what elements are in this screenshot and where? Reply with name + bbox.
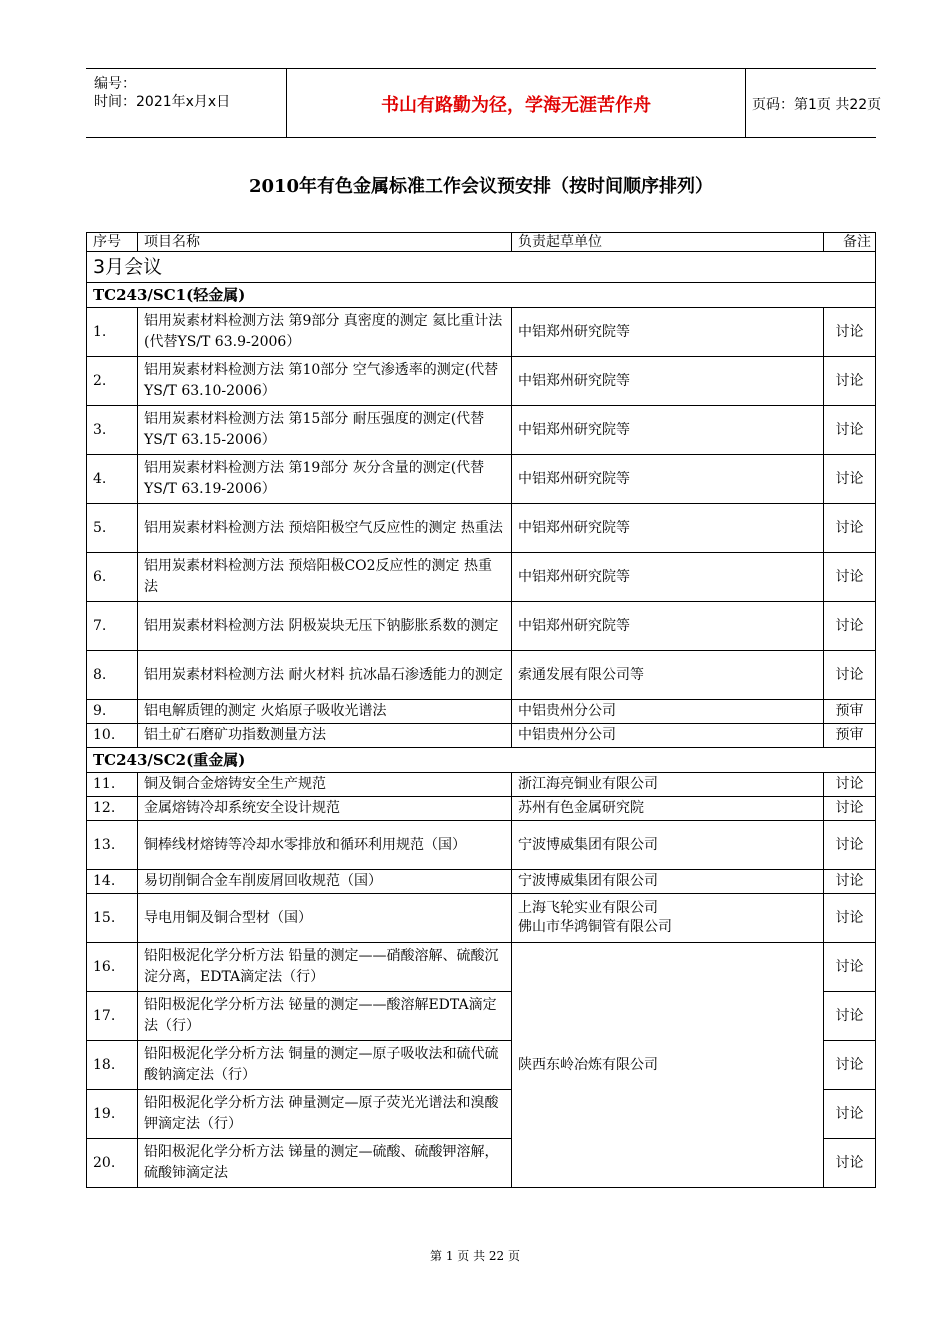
row-name: 铝用炭素材料检测方法 第10部分 空气渗透率的测定(代替YS/T 63.10-2006） — [138, 357, 512, 406]
row-unit: 浙江海亮铜业有限公司 — [512, 773, 824, 797]
slogan: 书山有路勤为径，学海无涯苦作舟 — [381, 95, 651, 116]
date-line: 时间：2021年x月x日 — [94, 94, 231, 110]
group-row-heavy-metal — [87, 748, 876, 773]
row-no: 13. — [87, 821, 138, 870]
header-note: 备注 — [824, 233, 876, 252]
page-footer: 第 1 页 共 22 页 — [430, 1249, 520, 1263]
row-note: 讨论 — [824, 870, 876, 894]
row-no: 14. — [87, 870, 138, 894]
table-row — [87, 894, 876, 943]
row-name: 铝用炭素材料检测方法 预焙阳极CO2反应性的测定 热重法 — [138, 553, 512, 602]
row-no: 7. — [87, 602, 138, 651]
row-unit: 宁波博威集团有限公司 — [512, 821, 824, 870]
row-no: 20. — [87, 1139, 138, 1188]
header-slogan-cell — [286, 69, 746, 137]
table-row — [87, 602, 876, 651]
row-note: 讨论 — [824, 455, 876, 504]
row-note: 讨论 — [824, 357, 876, 406]
row-note: 讨论 — [824, 943, 876, 992]
row-name: 铝用炭素材料检测方法 第15部分 耐压强度的测定(代替YS/T 63.15-2006） — [138, 406, 512, 455]
row-name: 铝用炭素材料检测方法 耐火材料 抗冰晶石渗透能力的测定 — [138, 651, 512, 700]
header-page-info — [746, 69, 882, 137]
table-row — [87, 651, 876, 700]
row-name: 铅阳极泥化学分析方法 铜量的测定—原子吸收法和硫代硫酸钠滴定法（行） — [138, 1041, 512, 1090]
row-note: 预审 — [824, 700, 876, 724]
row-unit: 中铝郑州研究院等 — [512, 308, 824, 357]
row-unit: 中铝郑州研究院等 — [512, 553, 824, 602]
row-unit: 上海飞轮实业有限公司 — [518, 900, 658, 916]
page-info: 页码：第1页 共22页 — [752, 97, 882, 113]
row-note: 讨论 — [824, 651, 876, 700]
row-name: 铝电解质锂的测定 火焰原子吸收光谱法 — [138, 700, 512, 724]
header-unit: 负责起草单位 — [512, 233, 824, 252]
row-unit-merged: 陕西东岭冶炼有限公司 — [512, 943, 824, 1188]
row-no: 8. — [87, 651, 138, 700]
row-no: 1. — [87, 308, 138, 357]
row-name: 铝用炭素材料检测方法 第9部分 真密度的测定 氦比重计法(代替YS/T 63.9-2006） — [138, 308, 512, 357]
row-no: 4. — [87, 455, 138, 504]
row-name: 易切削铜合金车削废屑回收规范（国） — [138, 870, 512, 894]
table-row — [87, 700, 876, 724]
row-name: 铜棒线材熔铸等冷却水零排放和循环利用规范（国） — [138, 821, 512, 870]
header-name: 项目名称 — [138, 233, 512, 252]
row-no: 19. — [87, 1090, 138, 1139]
row-unit-multi — [512, 894, 824, 943]
group-row-light-metal — [87, 283, 876, 308]
row-no: 16. — [87, 943, 138, 992]
row-name: 铝用炭素材料检测方法 第19部分 灰分含量的测定(代替YS/T 63.19-2006） — [138, 455, 512, 504]
table-row — [87, 406, 876, 455]
row-no: 5. — [87, 504, 138, 553]
row-name: 铅阳极泥化学分析方法 铋量的测定——酸溶解EDTA滴定法（行） — [138, 992, 512, 1041]
group-title: TC243/SC2(重金属) — [87, 748, 876, 773]
header-no: 序号 — [87, 233, 138, 252]
row-unit: 中铝贵州分公司 — [512, 724, 824, 748]
table-row — [87, 553, 876, 602]
row-name: 铝土矿石磨矿功指数测量方法 — [138, 724, 512, 748]
row-note: 讨论 — [824, 1139, 876, 1188]
row-unit: 苏州有色金属研究院 — [512, 797, 824, 821]
table-row — [87, 773, 876, 797]
section-title: 3月会议 — [87, 252, 876, 283]
row-note: 讨论 — [824, 504, 876, 553]
row-no: 2. — [87, 357, 138, 406]
row-no: 10. — [87, 724, 138, 748]
row-note: 讨论 — [824, 992, 876, 1041]
table-row — [87, 724, 876, 748]
row-unit: 中铝郑州研究院等 — [512, 602, 824, 651]
row-no: 6. — [87, 553, 138, 602]
row-no: 17. — [87, 992, 138, 1041]
row-note: 讨论 — [824, 1041, 876, 1090]
row-no: 11. — [87, 773, 138, 797]
row-no: 3. — [87, 406, 138, 455]
section-row — [87, 252, 876, 283]
row-name: 铝用炭素材料检测方法 阴极炭块无压下钠膨胀系数的测定 — [138, 602, 512, 651]
table-header-row — [87, 233, 876, 252]
row-note: 讨论 — [824, 797, 876, 821]
table-row — [87, 870, 876, 894]
row-note: 讨论 — [824, 406, 876, 455]
row-no: 9. — [87, 700, 138, 724]
row-no: 12. — [87, 797, 138, 821]
document-title: 2010年有色金属标准工作会议预安排（按时间顺序排列） — [248, 176, 714, 197]
row-unit: 索通发展有限公司等 — [512, 651, 824, 700]
row-unit: 宁波博威集团有限公司 — [512, 870, 824, 894]
document-header — [86, 68, 882, 138]
row-name: 铜及铜合金熔铸安全生产规范 — [138, 773, 512, 797]
row-note: 讨论 — [824, 773, 876, 797]
header-meta — [86, 69, 286, 137]
row-unit: 中铝郑州研究院等 — [512, 406, 824, 455]
row-note: 讨论 — [824, 308, 876, 357]
table-row — [87, 308, 876, 357]
row-name: 铅阳极泥化学分析方法 锑量的测定—硫酸、硫酸钾溶解，硫酸铈滴定法 — [138, 1139, 512, 1188]
group-title: TC243/SC1(轻金属) — [87, 283, 876, 308]
row-name: 铅阳极泥化学分析方法 砷量测定—原子荧光光谱法和溴酸钾滴定法（行） — [138, 1090, 512, 1139]
row-note: 讨论 — [824, 602, 876, 651]
number-label: 编号： — [94, 76, 136, 92]
table-row — [87, 504, 876, 553]
row-no: 15. — [87, 894, 138, 943]
row-name: 金属熔铸冷却系统安全设计规范 — [138, 797, 512, 821]
schedule-table — [86, 232, 876, 1188]
row-name: 铝用炭素材料检测方法 预焙阳极空气反应性的测定 热重法 — [138, 504, 512, 553]
table-row — [87, 797, 876, 821]
table-row — [87, 821, 876, 870]
row-note: 讨论 — [824, 1090, 876, 1139]
row-note: 讨论 — [824, 821, 876, 870]
row-unit-second: 佛山市华鸿铜管有限公司 — [518, 919, 672, 935]
row-name: 铅阳极泥化学分析方法 铅量的测定——硝酸溶解、硫酸沉淀分离，EDTA滴定法（行） — [138, 943, 512, 992]
row-name: 导电用铜及铜合型材（国） — [138, 894, 512, 943]
table-row — [87, 943, 876, 992]
row-unit: 中铝郑州研究院等 — [512, 455, 824, 504]
table-row — [87, 357, 876, 406]
table-row — [87, 455, 876, 504]
row-unit: 中铝贵州分公司 — [512, 700, 824, 724]
row-note: 预审 — [824, 724, 876, 748]
row-unit: 中铝郑州研究院等 — [512, 504, 824, 553]
row-no: 18. — [87, 1041, 138, 1090]
row-note: 讨论 — [824, 553, 876, 602]
row-note: 讨论 — [824, 894, 876, 943]
row-unit: 中铝郑州研究院等 — [512, 357, 824, 406]
